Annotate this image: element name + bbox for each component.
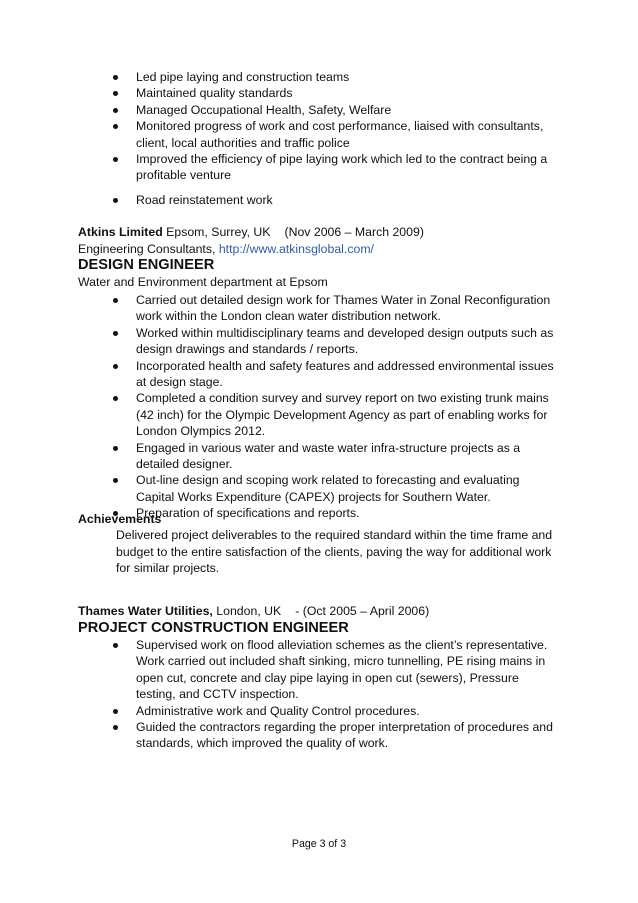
employment-dates: (Nov 2006 – March 2009) — [284, 225, 424, 239]
list-item-text: Supervised work on flood alleviation schemes as the client’s representative. Work carried out included shaft sinking, micro tunnelling, PE rising mains in open cut, concrete and clay pipe laying in open cut (sewers), Pressure testing, and CCTV inspection. — [136, 638, 548, 702]
atkins-header-line — [78, 224, 424, 240]
thames-header-line — [78, 603, 429, 619]
atkins-responsibilities-list — [136, 292, 554, 522]
bullet-icon — [113, 108, 118, 113]
list-item — [136, 118, 556, 151]
list-item-text: Incorporated health and safety features and addressed environmental issues at design stage. — [136, 358, 554, 390]
duties-list — [136, 69, 556, 208]
list-item-text: Carried out detailed design work for Thames Water in Zonal Reconfiguration work within the London clean water distribution network. — [136, 293, 551, 324]
thames-responsibilities-list — [136, 637, 556, 752]
job-title: DESIGN ENGINEER — [78, 257, 215, 273]
bullet-icon — [113, 75, 118, 80]
list-item — [136, 505, 554, 521]
company-sector: Engineering Consultants, — [78, 242, 216, 256]
achievements-label: Achievements — [78, 512, 162, 526]
bullet-icon — [113, 709, 118, 714]
company-name: Thames Water Utilities, — [78, 604, 213, 618]
atkins-sector-line — [78, 241, 374, 257]
employment-dates: - (Oct 2005 – April 2006) — [295, 604, 430, 618]
bullet-icon — [113, 298, 118, 303]
bullet-icon — [113, 331, 118, 336]
list-item-text: Maintained quality standards — [136, 86, 293, 101]
company-location: Epsom, Surrey, UK — [166, 225, 271, 239]
list-item-text: Managed Occupational Health, Safety, Welfare — [136, 102, 392, 117]
list-item-text: Led pipe laying and construction teams — [136, 70, 350, 84]
list-item-text: Guided the contractors regarding the proper interpretation of procedures and standards, which improved the quality of work. — [136, 720, 553, 751]
list-item — [136, 472, 554, 505]
bullet-icon — [113, 446, 118, 451]
company-location: London, UK — [216, 604, 282, 618]
list-item-text: Monitored progress of work and cost performance, liaised with consultants, client, local authorities and traffic police — [136, 119, 544, 150]
list-item — [136, 85, 556, 101]
page-number-footer: Page 3 of 3 — [291, 838, 347, 850]
list-item-text: Administrative work and Quality Control procedures. — [136, 703, 420, 718]
list-item-text: Completed a condition survey and survey report on two existing trunk mains (42 inch) for the Olympic Development Agency as part of enabling works for London Olympics 2012. — [136, 391, 549, 439]
bullet-icon — [113, 157, 118, 162]
list-item — [136, 703, 556, 719]
list-item-text: Engaged in various water and waste water infra-structure projects as a detailed designer. — [136, 440, 521, 472]
list-item — [136, 358, 554, 391]
list-item — [136, 292, 554, 325]
job-title: PROJECT CONSTRUCTION ENGINEER — [78, 620, 349, 636]
list-item-text: Improved the efficiency of pipe laying work which led to the contract being a profitable venture — [136, 152, 548, 183]
list-item — [136, 192, 556, 208]
list-item-text: Road reinstatement work — [136, 192, 273, 207]
list-item — [136, 637, 556, 703]
bullet-icon — [113, 91, 118, 96]
list-item — [136, 440, 554, 473]
list-item-text: Out-line design and scoping work related to forecasting and evaluating Capital Works Expenditure (CAPEX) projects for Southern Water. — [136, 473, 520, 504]
list-item — [136, 390, 554, 439]
achievements-text: Delivered project deliverables to the required standard within the time frame and budget to the entire satisfaction of the clients, paving the way for additional work for similar projects. — [116, 528, 553, 576]
list-item — [136, 69, 556, 85]
list-item — [136, 102, 556, 118]
list-item-text: Worked within multidisciplinary teams and developed design outputs such as design drawings and standards / reports. — [136, 325, 554, 357]
bullet-icon — [113, 364, 118, 369]
list-item-text: Preparation of specifications and reports. — [136, 506, 360, 521]
list-item — [136, 325, 554, 358]
bullet-icon — [113, 478, 118, 483]
bullet-icon — [113, 124, 118, 129]
company-name: Atkins Limited — [78, 225, 163, 239]
list-item — [136, 719, 556, 752]
bullet-icon — [113, 396, 118, 401]
bullet-icon — [113, 725, 118, 730]
bullet-icon — [113, 643, 118, 648]
department-line: Water and Environment department at Epsom — [78, 275, 328, 289]
bullet-icon — [113, 198, 118, 203]
company-url-link[interactable]: http://www.atkinsglobal.com/ — [218, 242, 374, 256]
list-item — [136, 151, 556, 184]
